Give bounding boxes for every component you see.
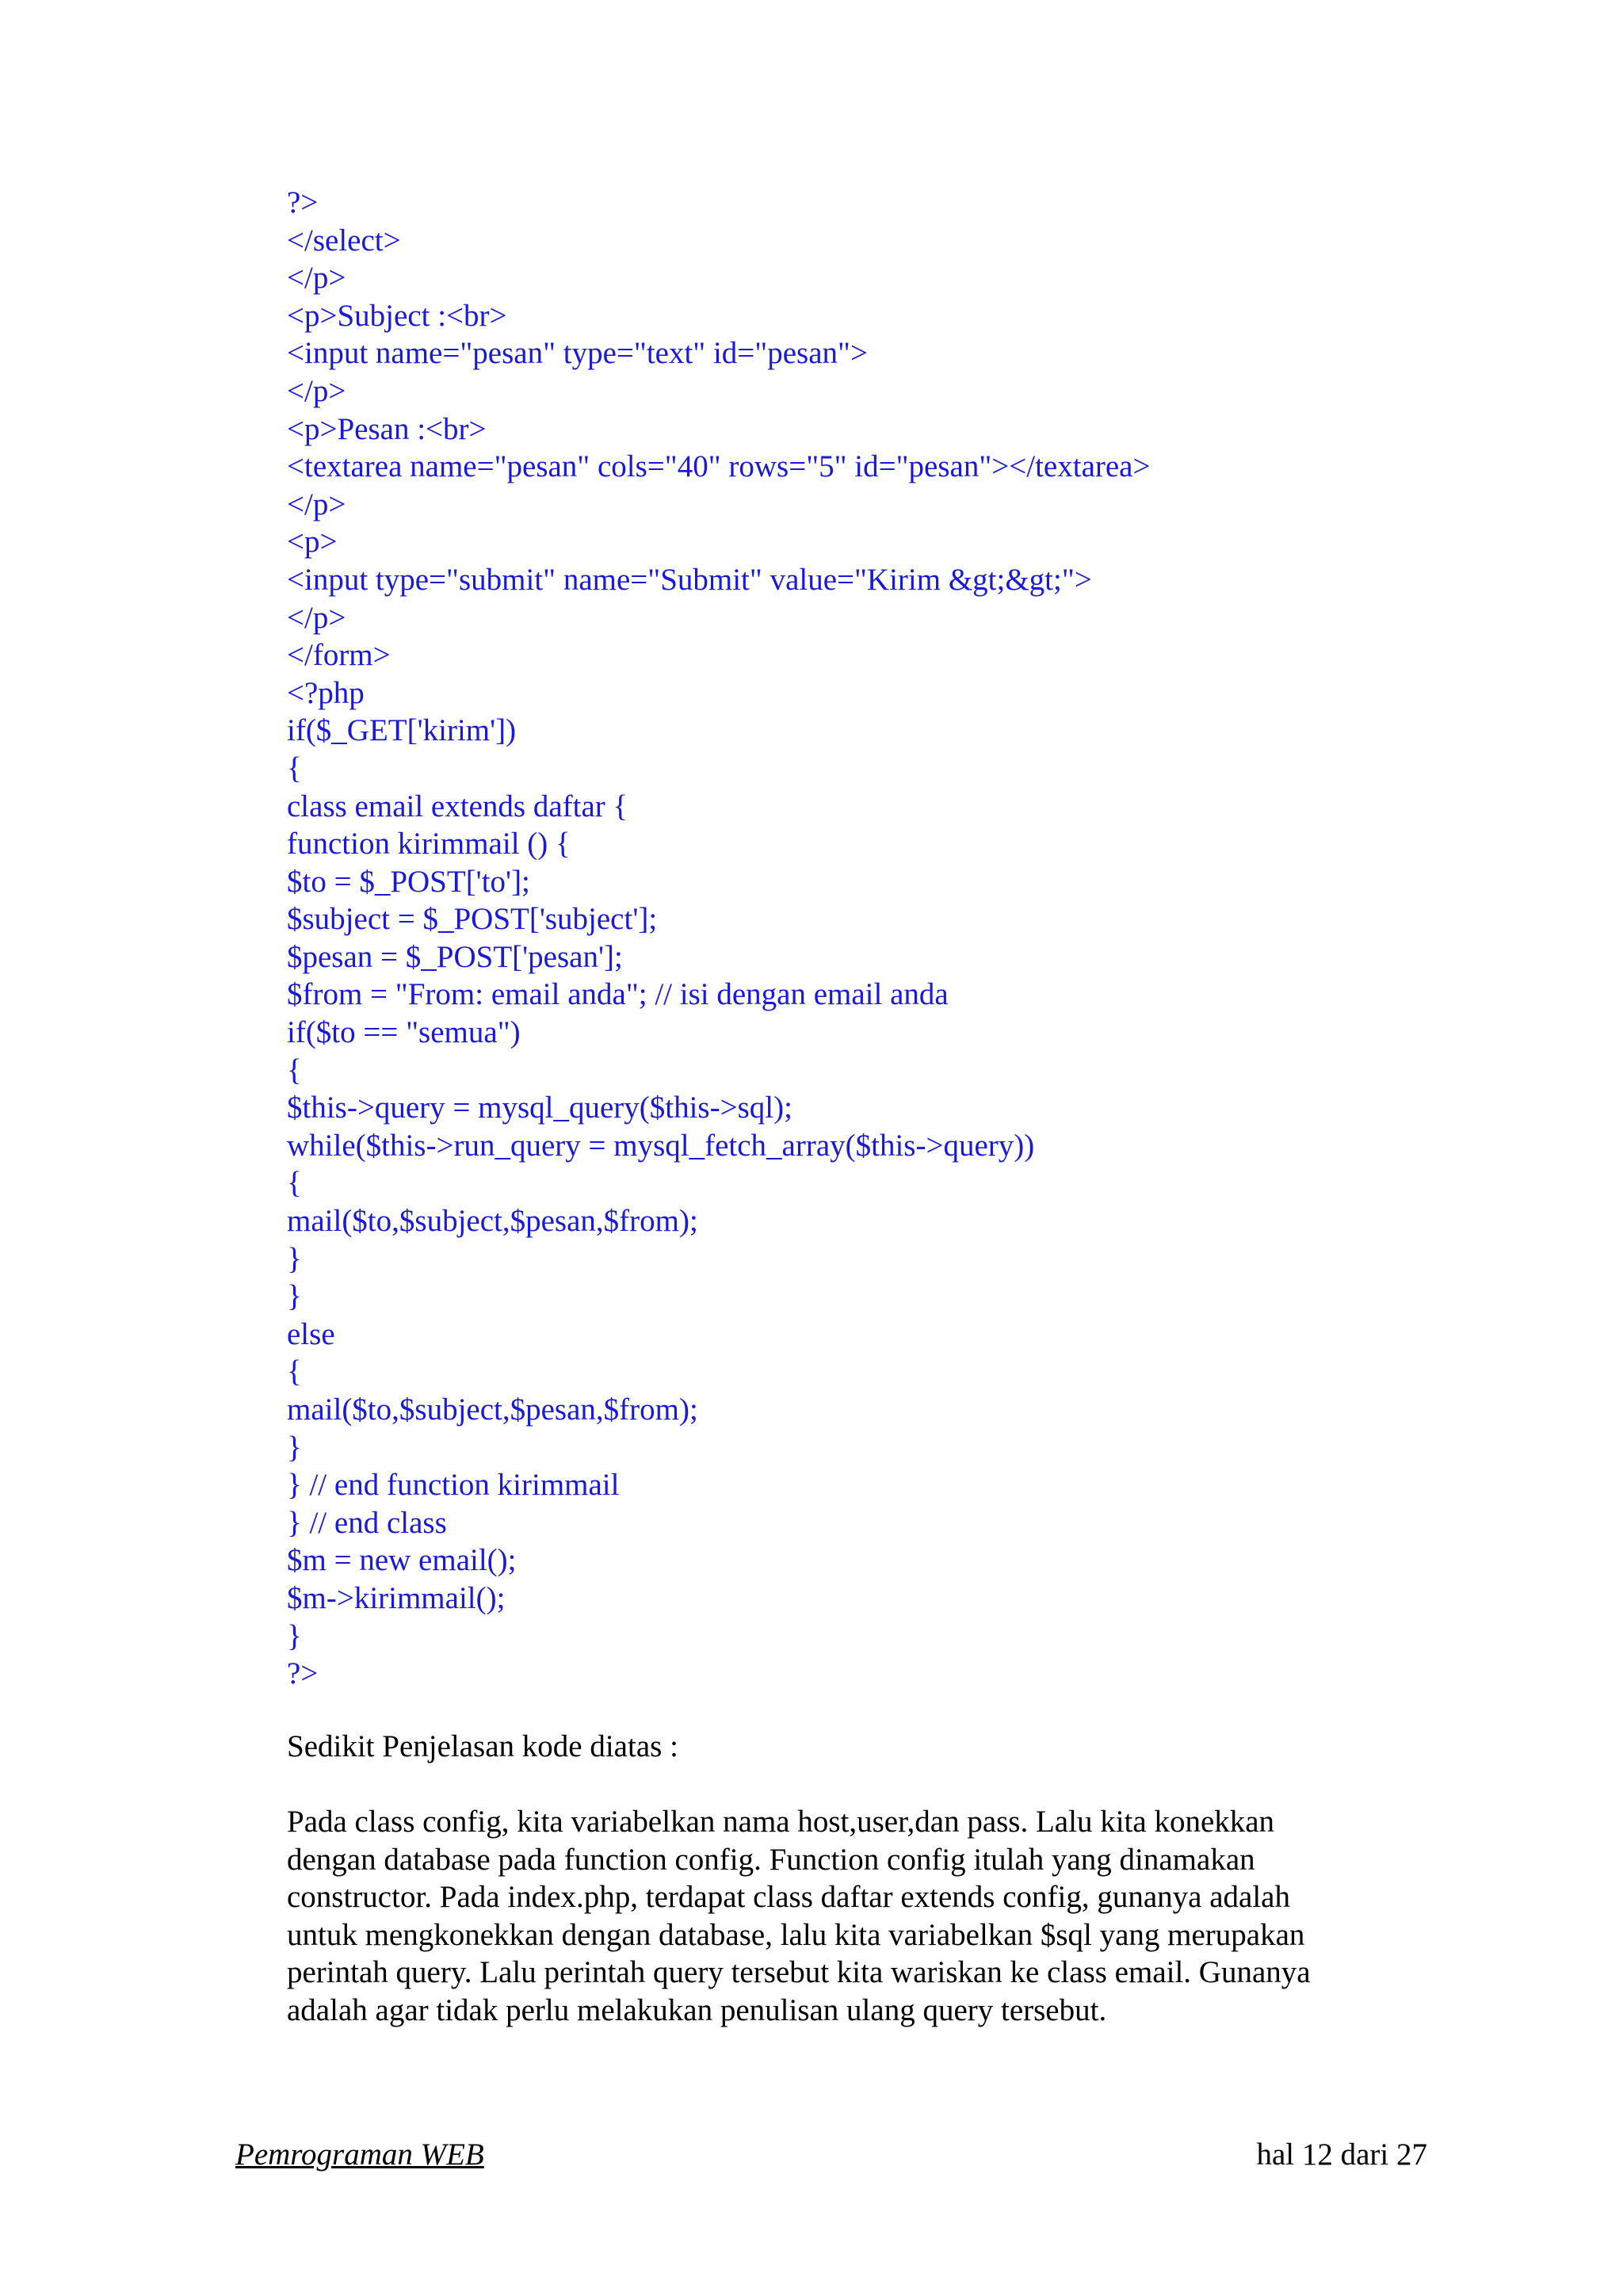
code-line: { — [287, 1354, 302, 1389]
code-line: </p> — [287, 600, 346, 635]
code-line: } — [287, 1241, 302, 1276]
code-line: <?php — [287, 675, 365, 710]
code-line: </p> — [287, 487, 346, 521]
code-line: { — [287, 751, 302, 785]
code-line: } — [287, 1430, 302, 1465]
code-line: $to = $_POST['to']; — [287, 864, 530, 899]
code-line: } — [287, 1279, 302, 1314]
code-line: $pesan = $_POST['pesan']; — [287, 939, 623, 974]
code-line: <input name="pesan" type="text" id="pesan"> — [287, 336, 868, 371]
code-line: </p> — [287, 261, 346, 296]
code-line: </form> — [287, 638, 391, 673]
code-line: $subject = $_POST['subject']; — [287, 902, 658, 937]
explanation-paragraph — [287, 1803, 1381, 2030]
code-line: $m = new email(); — [287, 1543, 517, 1578]
code-line: mail($to,$subject,$pesan,$from); — [287, 1204, 698, 1239]
code-line: ?> — [287, 185, 319, 220]
paragraph-line: dengan database pada function config. Function config itulah yang dinamakan — [287, 1842, 1255, 1877]
code-line: else — [287, 1316, 335, 1351]
paragraph-line: perintah query. Lalu perintah query tersebut kita wariskan ke class email. Gunanya — [287, 1955, 1311, 1990]
code-line: } // end class — [287, 1505, 447, 1540]
code-listing — [287, 184, 1476, 1693]
code-line: $from = "From: email anda"; // isi dengan email anda — [287, 977, 949, 1012]
code-line: </select> — [287, 223, 401, 258]
code-line: <p>Pesan :<br> — [287, 411, 487, 446]
code-line: { — [287, 1052, 302, 1087]
code-line: $m->kirimmail(); — [287, 1580, 506, 1615]
code-line: mail($to,$subject,$pesan,$from); — [287, 1392, 698, 1427]
explanation-heading: Sedikit Penjelasan kode diatas : — [287, 1729, 678, 1763]
code-line: <textarea name="pesan" cols="40" rows="5" id="pesan"></textarea> — [287, 449, 1151, 484]
code-line: <p>Subject :<br> — [287, 298, 507, 333]
code-line: } — [287, 1618, 302, 1653]
code-line: <p> — [287, 525, 338, 560]
paragraph-line: Pada class config, kita variabelkan nama host,user,dan pass. Lalu kita konekkan — [287, 1805, 1275, 1839]
paragraph-line: adalah agar tidak perlu melakukan penulisan ulang query tersebut. — [287, 1992, 1107, 2027]
code-line: if($_GET['kirim']) — [287, 713, 517, 748]
code-line: } // end function kirimmail — [287, 1468, 620, 1503]
code-line: { — [287, 1166, 302, 1201]
code-line: function kirimmail () { — [287, 827, 571, 861]
footer-page-number: hal 12 dari 27 — [1256, 2137, 1427, 2172]
code-line: $this->query = mysql_query($this->sql); — [287, 1091, 792, 1125]
paragraph-line: untuk mengkonekkan dengan database, lalu kita variabelkan $sql yang merupakan — [287, 1917, 1305, 1952]
code-line: while($this->run_query = mysql_fetch_array($this->query)) — [287, 1128, 1035, 1163]
code-line: <input type="submit" name="Submit" value="Kirim &gt;&gt;"> — [287, 562, 1092, 597]
code-line: if($to == "semua") — [287, 1015, 521, 1050]
code-line: </p> — [287, 373, 346, 408]
code-line: ?> — [287, 1656, 319, 1691]
footer-document-title: Pemrograman WEB — [235, 2137, 484, 2172]
paragraph-line: constructor. Pada index.php, terdapat class daftar extends config, gunanya adalah — [287, 1880, 1290, 1915]
code-line: class email extends daftar { — [287, 789, 628, 823]
